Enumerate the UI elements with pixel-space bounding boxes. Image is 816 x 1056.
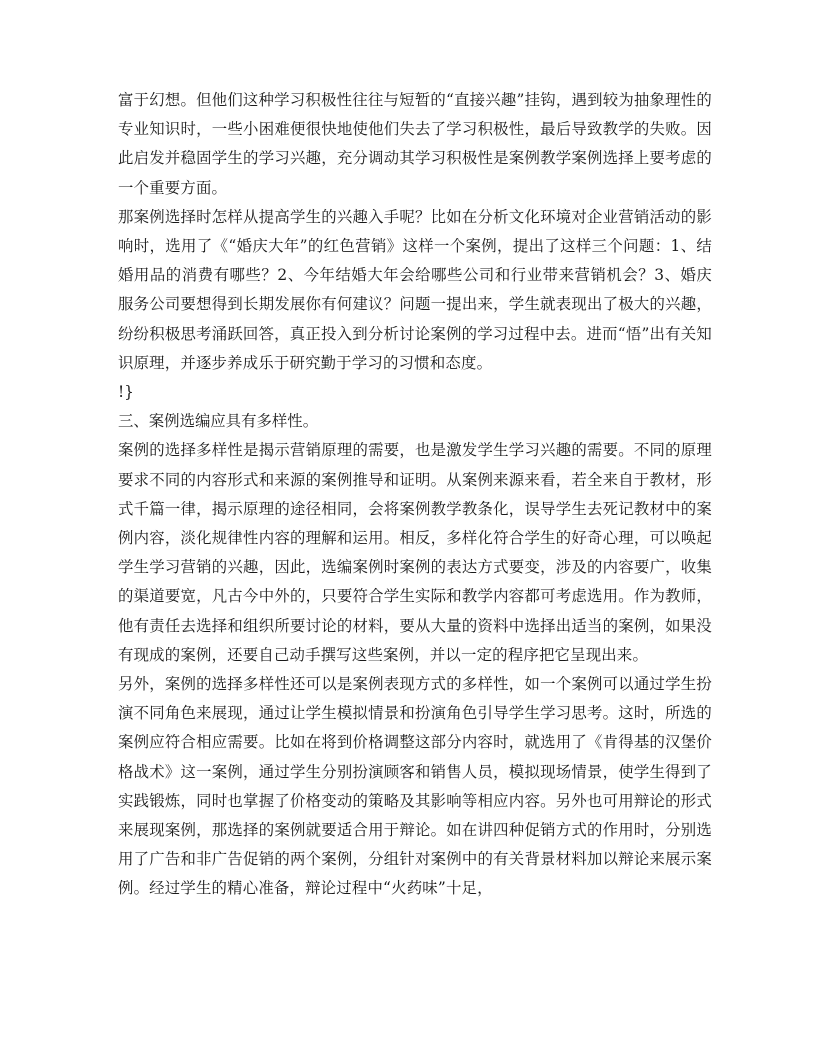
document-page [118,86,712,904]
paragraph-diversity-presentation: 另外，案例的选择多样性还可以是案例表现方式的多样性，如一个案例可以通过学生扮演不同角色来展现，通过让学生模拟情景和扮演角色引导学生学习思考。这时，所选的案例应符合相应需要。比如在将到价格调整这部分内容时，就选用了《肯得基的汉堡价格战术》这一案例，通过学生分别扮演顾客和销售人员，模拟现场情景，使学生得到了实践锻炼，同时也掌握了价格变动的策略及其影响等相应内容。另外也可用辩论的形式来展现案例，那选择的案例就要适合用于辩论。如在讲四种促销方式的作用时，分别选用了广告和非广告促销的两个案例，分组针对案例中的有关背景材料加以辩论来展示案例。经过学生的精心准备，辩论过程中“火药味”十足， [118,675,712,898]
paragraph-interest-example: 那案例选择时怎样从提高学生的兴趣入手呢？比如在分析文化环境对企业营销活动的影响时，选用了《“婚庆大年”的红色营销》这样一个案例，提出了这样三个问题：1、结婚用品的消费有哪些？2、今年结婚大年会给哪些公司和行业带来营销机会？3、婚庆服务公司要想得到长期发展你有何建议？问题一提出来，学生就表现出了极大的兴趣，纷纷积极思考涌跃回答，真正投入到分析讨论案例的学习过程中去。进而“悟”出有关知识原理，并逐步养成乐于研究勤于学习的习惯和态度。 [118,207,712,372]
paragraph-intro-continuation: 富于幻想。但他们这种学习积极性往往与短暂的“直接兴趣”挂钩，遇到较为抽象理性的专业知识时，一些小困难便很快地使他们失去了学习积极性，最后导致教学的失败。因此启发并稳固学生的学习兴趣，充分调动其学习积极性是案例教学案例选择上要考虑的一个重要方面。 [118,91,712,197]
stray-marks-text: !} [118,383,134,402]
section-heading-diversity: 三、案例选编应具有多样性。 [118,412,319,431]
paragraph-diversity-sources: 案例的选择多样性是揭示营销原理的需要，也是激发学生学习兴趣的需要。不同的原理要求不同的内容形式和来源的案例推导和证明。从案例来源来看，若全来自于教材，形式千篇一律，揭示原理的途径相同，会将案例教学教条化，误导学生去死记教材中的案例内容，淡化规律性内容的理解和运用。相反，多样化符合学生的好奇心理，可以唤起学生学习营销的兴趣，因此，选编案例时案例的表达方式要变，涉及的内容要广，收集的渠道要宽，凡古今中外的，只要符合学生实际和教学内容都可考虑选用。作为教师，他有责任去选择和组织所要讨论的材料，要从大量的资料中选择出适当的案例，如果没有现成的案例，还要自己动手撰写这些案例，并以一定的程序把它呈现出来。 [118,441,712,664]
